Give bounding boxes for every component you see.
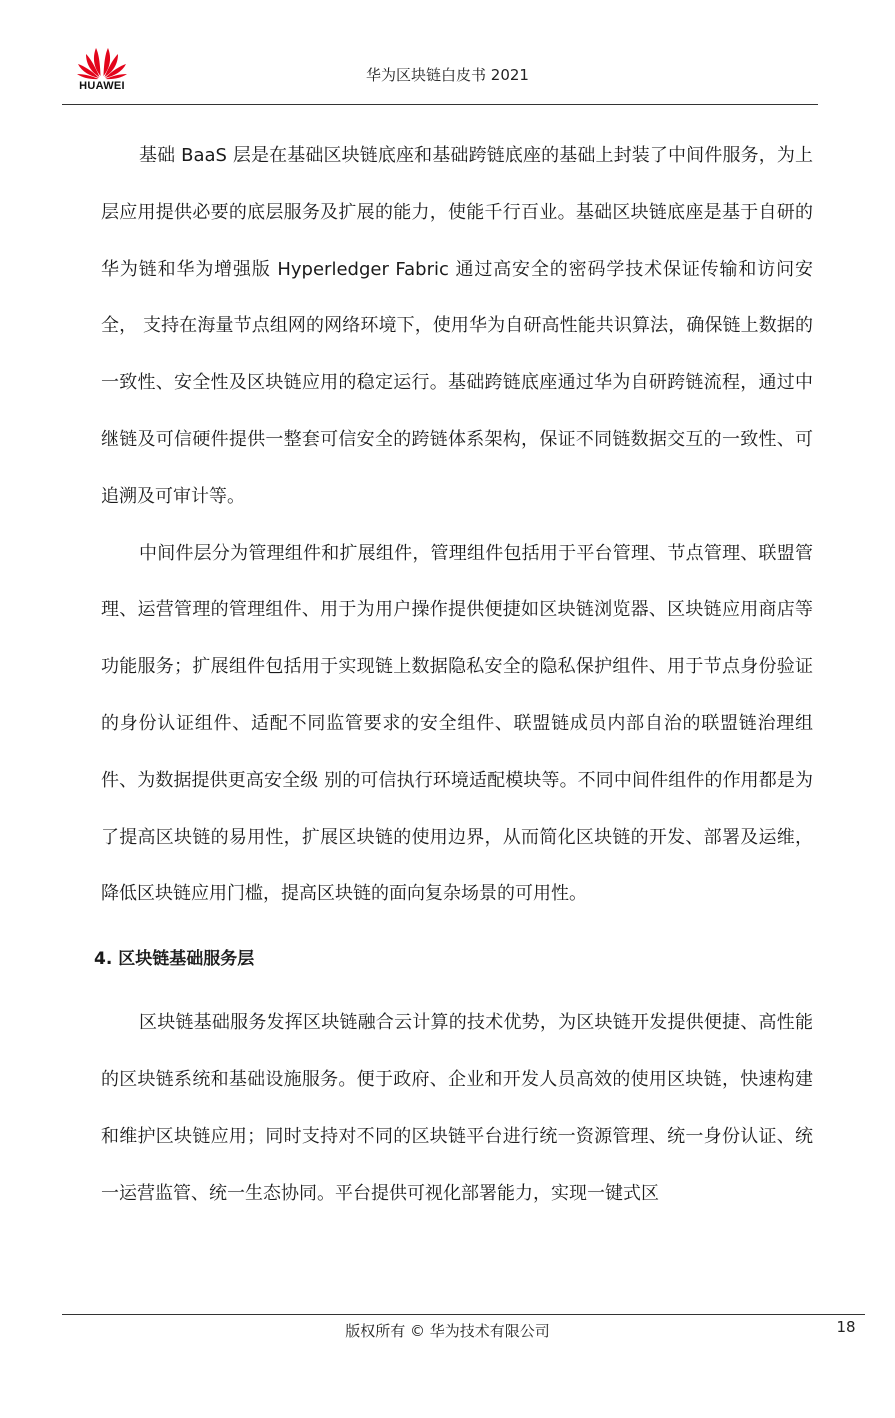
paragraph-baas: 基础 BaaS 层是在基础区块链底座和基础跨链底座的基础上封装了中间件服务，为上层应用提供必要的底层服务及扩展的能力，使能千行百业。基础区块链底座是基于自研的华为链和华为增强版 Hyperledger Fabric 通过高安全的密码学技术保证传输和访问安全， 支持在海量节点组网的网络环境下，使用华为自研高性能共识算法，确保链上数据的一致性、安全性及区块链应用的稳定运行。基础跨链底座通过华为自研跨链流程，通过中继链及可信硬件提供一整套可信安全的跨链体系架构，保证不同链数据交互的一致性、可追溯及可审计等。 xyxy=(101,145,813,507)
logo-wordmark: HUAWEI xyxy=(79,80,125,92)
paragraph-middleware: 中间件层分为管理组件和扩展组件，管理组件包括用于平台管理、节点管理、联盟管理、运营管理的管理组件、用于为用户操作提供便捷如区块链浏览器、区块链应用商店等功能服务；扩展组件包括用于实现链上数据隐私安全的隐私保护组件、用于节点身份验证的身份认证组件、适配不同监管要求的安全组件、联盟链成员内部自治的联盟链治理组件、为数据提供更高安全级 别的可信执行环境适配模块等。不同中间件组件的作用都是为了提高区块链的易用性，扩展区块链的使用边界，从而简化区块链的开发、部署及运维，降低区块链应用门槛，提高区块链的面向复杂场景的可用性。 xyxy=(101,542,813,905)
header-divider xyxy=(62,104,818,105)
footer-divider xyxy=(62,1314,865,1315)
copyright-notice: 版权所有 © 华为技术有限公司 xyxy=(345,1322,550,1340)
document-title: 华为区块链白皮书 2021 xyxy=(366,66,529,84)
section-heading: 4. 区块链基础服务层 xyxy=(94,949,255,970)
page-content xyxy=(94,128,813,1222)
paragraph-basic-services: 区块链基础服务发挥区块链融合云计算的技术优势，为区块链开发提供便捷、高性能的区块链系统和基础设施服务。便于政府、企业和开发人员高效的使用区块链，快速构建和维护区块链应用；同时支持对不同的区块链平台进行统一资源管理、统一身份认证、统一运营监管、统一生态协同。平台提供可视化部署能力，实现一键式区 xyxy=(101,1012,813,1204)
page-number: 18 xyxy=(836,1318,856,1336)
